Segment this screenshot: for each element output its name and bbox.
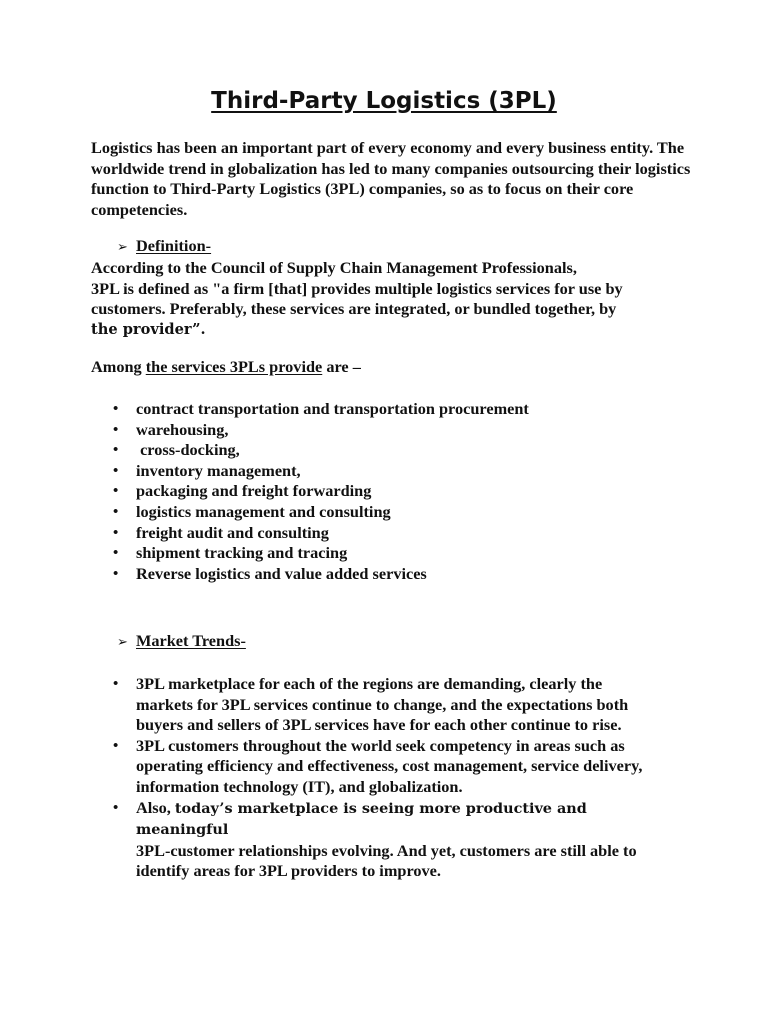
intro-paragraph: Logistics has been an important part of every economy and every business entity. The worldwide trend in globalization has led to many companies outsourcing their logistics function to Third-Party Logistics (3PL) companies, so as to focus on their core competencies. [91,138,691,219]
list-item: • freight audit and consulting [113,523,713,544]
services-intro-underlined: the services 3PLs provide [145,357,323,376]
trend-rest: 3PL-customer relationships evolving. And yet, customers are still able to identify areas for 3PL providers to improve. [136,840,637,881]
arrow-bullet-icon: ➢ [117,635,128,650]
document-title: Third-Party Logistics (3PL) [211,88,557,114]
list-item: • 3PL customers throughout the world seek competency in areas such as operating efficiency and effectiveness, cost management, service delivery, information technology (IT), and globalization. [113,736,653,798]
list-item: • packaging and freight forwarding [113,481,713,502]
list-item: • contract transportation and transportation procurement [113,399,713,420]
services-intro-after: are – [322,357,361,376]
trend-alt-text: today’s marketplace is seeing more productive and meaningful [136,799,587,839]
list-item: • cross-docking, [113,440,713,461]
services-intro-before: Among [91,357,146,376]
definition-line-2: 3PL is defined as "a firm [that] provides multiple logistics services for use by customers. Preferably, these services are integrated, or bundled together, by [91,278,623,319]
list-item: • inventory management, [113,461,713,482]
list-item: • warehousing, [113,420,713,441]
definition-line-3: the provider”. [91,320,206,338]
list-item: • shipment tracking and tracing [113,543,713,564]
market-trends-heading [117,631,246,654]
definition-paragraph [91,258,691,340]
list-item: • 3PL marketplace for each of the regions are demanding, clearly the markets for 3PL services continue to change, and the expectations both buyers and sellers of 3PL services have for each other continue to rise. [113,674,653,736]
trend-lead: Also, [136,797,175,817]
list-item [113,798,653,882]
definition-heading [117,236,211,259]
definition-heading-label: Definition- [136,236,212,255]
services-intro [91,357,691,378]
definition-line-1: According to the Council of Supply Chain Management Professionals, [91,258,577,277]
arrow-bullet-icon: ➢ [117,240,128,255]
list-item: • Reverse logistics and value added services [113,564,713,585]
services-list [113,399,713,584]
market-trends-heading-label: Market Trends- [136,631,246,650]
list-item: • logistics management and consulting [113,502,713,523]
market-trends-list [113,674,653,882]
